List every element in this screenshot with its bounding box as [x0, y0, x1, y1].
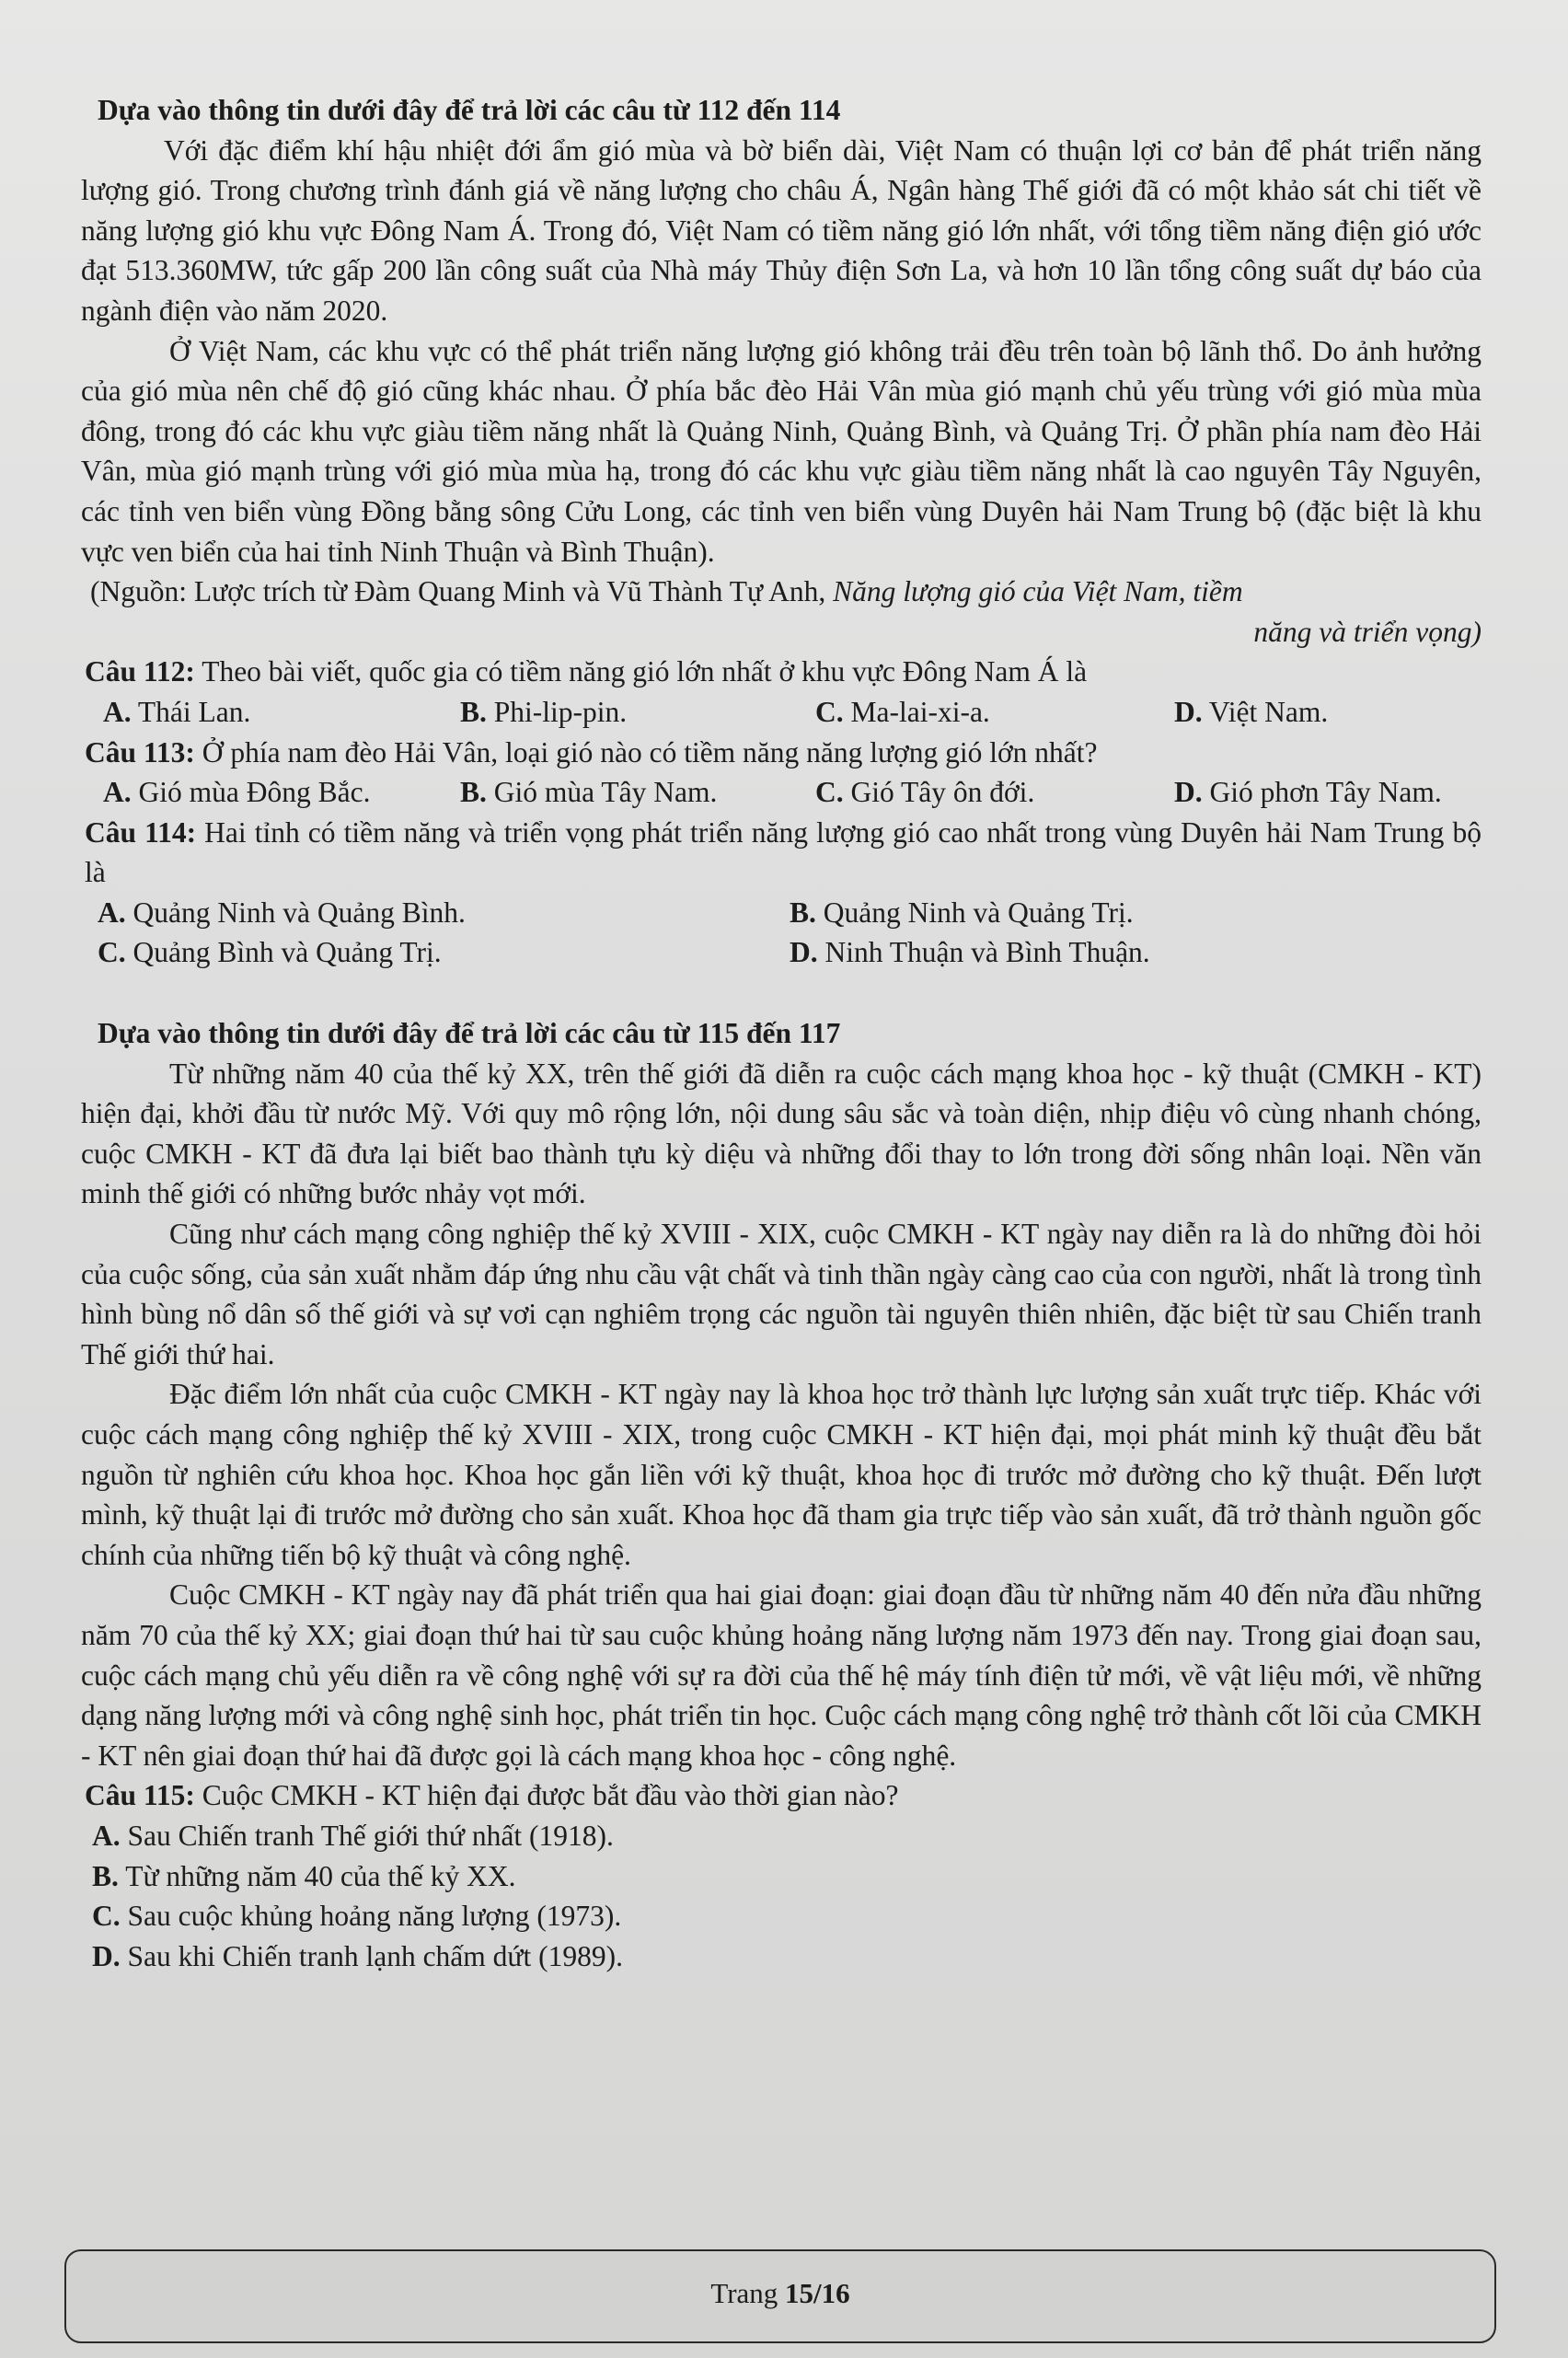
answer-options [81, 772, 1482, 813]
section-spacer [81, 973, 1482, 1013]
option-d: D. Sau khi Chiến tranh lạnh chấm dứt (1989). [92, 1939, 623, 1972]
question-114 [81, 813, 1482, 893]
question-label: Câu 112: [85, 655, 195, 688]
option-c: C. Quảng Bình và Quảng Trị. [98, 936, 442, 969]
option-d: D. Ninh Thuận và Bình Thuận. [790, 936, 1150, 969]
source-citation [81, 572, 1482, 612]
passage-paragraph: Từ những năm 40 của thế kỷ XX, trên thế giới đã diễn ra cuộc cách mạng khoa học - kỹ thuật (CMKH - KT) hiện đại, khởi đầu từ nước Mỹ. Với quy mô rộng lớn, nội dung sâu sắc và toàn diện, nhịp điệu vô cùng nhanh chóng, cuộc CMKH - KT đã đưa lại biết bao thành tựu kỳ diệu và những đổi thay to lớn trong đời sống nhân loại. Nền văn minh thế giới có những bước nhảy vọt mới. [81, 1057, 1482, 1210]
question-112 [81, 652, 1482, 692]
passage-paragraph: Cuộc CMKH - KT ngày nay đã phát triển qua hai giai đoạn: giai đoạn đầu từ những năm 40 đến nửa đầu những năm 70 của thế kỷ XX; giai đoạn thứ hai từ sau cuộc khủng hoảng năng lượng năm 1973 đến nay. Trong giai đoạn sau, cuộc cách mạng chủ yếu diễn ra về công nghệ với sự ra đời của thế hệ máy tính điện tử mới, về vật liệu mới, về những dạng năng lượng mới và công nghệ sinh học, phát triển tin học. Cuộc cách mạng công nghệ trở thành cốt lõi của CMKH - KT nên giai đoạn thứ hai đã được gọi là cách mạng khoa học - công nghệ. [81, 1578, 1482, 1772]
source-prefix: (Nguồn: Lược trích từ Đàm Quang Minh và Vũ Thành Tự Anh, [90, 575, 834, 608]
option-a: A. Quảng Ninh và Quảng Bình. [98, 896, 466, 929]
answer-options [81, 893, 1482, 973]
question-text: Cuộc CMKH - KT hiện đại được bắt đầu vào thời gian nào? [194, 1779, 899, 1812]
option-b: B. Từ những năm 40 của thế kỷ XX. [92, 1859, 516, 1892]
question-label: Câu 113: [85, 735, 195, 769]
question-text: Theo bài viết, quốc gia có tiềm năng gió lớn nhất ở khu vực Đông Nam Á là [194, 655, 1088, 688]
question-text: Ở phía nam đèo Hải Vân, loại gió nào có tiềm năng năng lượng gió lớn nhất? [194, 735, 1098, 769]
question-label: Câu 114: [85, 815, 197, 849]
page-content [81, 90, 1482, 1976]
question-text: Hai tỉnh có tiềm năng và triển vọng phát triển năng lượng gió cao nhất trong vùng Duyên hải Nam Trung bộ là [85, 815, 1482, 889]
section-heading-115-117: Dựa vào thông tin dưới đây để trả lời các câu từ 115 đến 117 [98, 1017, 841, 1050]
question-115 [81, 1775, 1482, 1816]
answer-options [81, 1816, 1482, 1976]
option-a: A. Sau Chiến tranh Thế giới thứ nhất (1918). [92, 1819, 614, 1852]
option-c: C. Gió Tây ôn đới. [815, 776, 1035, 809]
source-title-continued: năng và triển vọng) [1253, 615, 1482, 648]
option-d: D. Việt Nam. [1174, 695, 1329, 728]
page-number: Trang 15/16 [710, 2277, 850, 2309]
passage-paragraph: Cũng như cách mạng công nghiệp thế kỷ XVIII - XIX, cuộc CMKH - KT ngày nay diễn ra là do những đòi hỏi của cuộc sống, của sản xuất nhằm đáp ứng nhu cầu vật chất và tinh thần ngày càng cao của con người, nhất là trong tình hình bùng nổ dân số thế giới và sự vơi cạn nghiêm trọng các nguồn tài nguyên thiên nhiên, đặc biệt từ sau Chiến tranh Thế giới thứ hai. [81, 1218, 1482, 1370]
passage-paragraph: Với đặc điểm khí hậu nhiệt đới ẩm gió mùa và bờ biển dài, Việt Nam có thuận lợi cơ bản để phát triển năng lượng gió. Trong chương trình đánh giá về năng lượng cho châu Á, Ngân hàng Thế giới đã có một khảo sát chi tiết về năng lượng gió khu vực Đông Nam Á. Trong đó, Việt Nam có tiềm năng gió lớn nhất, với tổng tiềm năng điện gió ước đạt 513.360MW, tức gấp 200 lần công suất của Nhà máy Thủy điện Sơn La, và hơn 10 lần tổng công suất dự báo của ngành điện vào năm 2020. [81, 133, 1482, 327]
option-a: A. Gió mùa Đông Bắc. [103, 776, 371, 809]
option-c: C. Ma-lai-xi-a. [815, 695, 990, 728]
answer-options [81, 692, 1482, 733]
passage-paragraph: Đặc điểm lớn nhất của cuộc CMKH - KT ngày nay là khoa học trở thành lực lượng sản xuất trực tiếp. Khác với cuộc cách mạng công nghiệp thế kỷ XVIII - XIX, trong cuộc CMKH - KT hiện đại, mọi phát minh kỹ thuật đều bắt nguồn từ nghiên cứu khoa học. Khoa học gắn liền với kỹ thuật, khoa học đi trước mở đường cho kỹ thuật. Đến lượt mình, kỹ thuật lại đi trước mở đường cho sản xuất. Khoa học đã tham gia trực tiếp vào sản xuất, đã trở thành nguồn gốc chính của những tiến bộ kỹ thuật và công nghệ. [81, 1378, 1482, 1571]
option-b: B. Quảng Ninh và Quảng Trị. [790, 896, 1134, 929]
option-c: C. Sau cuộc khủng hoảng năng lượng (1973). [92, 1900, 622, 1933]
page-footer [64, 2249, 1496, 2343]
section-heading-112-114: Dựa vào thông tin dưới đây để trả lời các câu từ 112 đến 114 [98, 94, 841, 126]
question-113 [81, 733, 1482, 773]
option-b: B. Gió mùa Tây Nam. [460, 776, 718, 809]
option-d: D. Gió phơn Tây Nam. [1174, 776, 1442, 809]
question-label: Câu 115: [85, 1779, 195, 1812]
source-title: Năng lượng gió của Việt Nam, tiềm [833, 575, 1243, 608]
passage-paragraph: Ở Việt Nam, các khu vực có thể phát triển năng lượng gió không trải đều trên toàn bộ lãnh thổ. Do ảnh hưởng của gió mùa nên chế độ gió cũng khác nhau. Ở phía bắc đèo Hải Vân mùa gió mạnh chủ yếu trùng với gió mùa mùa đông, trong đó các khu vực giàu tiềm năng nhất là Quảng Ninh, Quảng Bình, và Quảng Trị. Ở phần phía nam đèo Hải Vân, mùa gió mạnh trùng với gió mùa mùa hạ, trong đó các khu vực giàu tiềm năng nhất là cao nguyên Tây Nguyên, các tỉnh ven biển vùng Đồng bằng sông Cửu Long, các tỉnh ven biển vùng Duyên hải Nam Trung bộ (đặc biệt là khu vực ven biển của hai tỉnh Ninh Thuận và Bình Thuận). [81, 334, 1482, 568]
option-b: B. Phi-lip-pin. [460, 695, 628, 728]
option-a: A. Thái Lan. [103, 695, 251, 728]
